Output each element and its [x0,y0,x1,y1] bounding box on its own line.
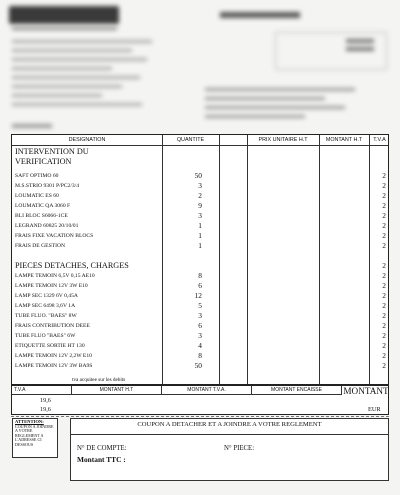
line-designation: LAMPE TEMOIN 12V 2,2W E10 [15,353,92,359]
section-title: VERIFICATION [15,157,72,166]
company-logo [9,6,119,24]
line-quantity: 9 [198,201,202,210]
line-quantity: 6 [198,321,202,330]
header-montant-ht: MONTANT H.T [325,137,363,143]
line-tva: 2 [382,351,386,360]
line-designation: LAMPE TEMOIN 6,5V 0,15 AE10 [15,273,95,279]
footer-montant-tva: MONTANT T.V.A. [162,386,252,394]
line-designation: FRAIS FIXE VACATION BLOCS [15,233,94,239]
coupon-title: COUPON A DETACHER ET A JOINDRE A VOTRE REGLEMENT [137,421,322,428]
line-tva: 2 [382,171,386,180]
line-quantity: 50 [194,171,202,180]
column-divider [247,135,248,384]
invoice-lines-table [11,134,389,385]
line-designation: LAMPE TEMOIN 12V 3W E10 [15,283,88,289]
recipient-address [205,88,375,128]
line-tva: 2 [382,341,386,350]
line-designation: SAFT OPTIMO 60 [15,173,59,179]
line-tva: 2 [382,231,386,240]
tva-rate: 19,6 [40,406,51,413]
line-quantity: 5 [198,301,202,310]
reference-box [275,32,387,70]
payment-coupon [70,418,389,481]
attention-box [12,418,58,458]
line-designation: FRAIS DE GESTION [15,243,66,249]
line-quantity: 8 [198,351,202,360]
line-quantity: 1 [198,221,202,230]
line-designation: FRAIS CONTRIBUTION DEEE [15,323,90,329]
header-quantite: QUANTITE [176,137,205,143]
totals-table [11,385,389,415]
tva-note: tva acquitee sur les debits [72,377,126,383]
line-quantity: 4 [198,341,202,350]
date-stamp [12,124,52,128]
line-quantity: 8 [198,271,202,280]
line-designation: TUBE FLUO "BAES" 6W [15,333,76,339]
line-designation: LAMP SEC 1329 6V 0,45A [15,293,78,299]
line-tva: 2 [382,331,386,340]
footer-montant-encaisse: MONTANT ENCAISSE [252,386,342,394]
header-designation: DESIGNATION [68,137,106,143]
line-tva: 2 [382,201,386,210]
line-tva: 2 [382,281,386,290]
line-tva: 2 [382,301,386,310]
column-divider [369,135,370,384]
footer-divider [12,394,342,395]
tva-rate: 19,6 [40,397,51,404]
line-tva: 2 [382,241,386,250]
line-designation: LOUMATIC QA 3060 F [15,203,71,209]
piece-number-label: N° PIECE: [224,445,255,452]
line-designation: M.S.STRIO 9301 P/PC2/3/4 [15,183,80,189]
montant-ttc-label: Montant TTC : [77,455,126,464]
header-tva: T.V.A [373,137,386,143]
line-quantity: 3 [198,311,202,320]
line-tva: 2 [382,291,386,300]
footer-montant-ht: MONTANT H.T [72,386,162,394]
montant-label: MONTANT [343,386,389,396]
line-designation: LAMPE TEMOIN 12V 3W BA9S [15,363,93,369]
account-number-label: N° DE COMPTE: [77,445,127,452]
line-quantity: 6 [198,281,202,290]
section-title: PIECES DETACHES, CHARGES [15,261,129,270]
line-tva: 2 [382,361,386,370]
line-tva: 2 [382,191,386,200]
sender-address [12,40,162,120]
line-designation: ETIQUETTE SORTIE HT 130 [15,343,85,349]
column-divider [319,135,320,384]
currency-label: EUR [368,406,381,413]
section-title: INTERVENTION DU [15,147,89,156]
line-quantity: 12 [194,291,202,300]
line-tva: 2 [382,181,386,190]
coupon-divider [71,434,388,435]
line-quantity: 1 [198,231,202,240]
cut-line [11,416,389,417]
line-quantity: 2 [198,191,202,200]
attention-title: ATTENTION: [15,419,44,424]
attention-text: COUPON A JOINDRE A VOTRE REGLEMENT A L'ADRESSE CI DESSOUS [15,423,54,447]
line-tva: 2 [382,271,386,280]
line-designation: LOUMATIC ES 60 [15,193,59,199]
line-designation: TUBE FLUO. "BAES" 8W [15,313,77,319]
column-divider [219,135,220,384]
line-quantity: 3 [198,331,202,340]
header-prix-unitaire: PRIX UNITAIRE H.T [258,137,308,143]
line-quantity: 3 [198,181,202,190]
header-divider [12,145,388,146]
line-quantity: 50 [194,361,202,370]
company-tagline [12,27,117,30]
section-tva: 2 [382,261,386,270]
line-quantity: 3 [198,211,202,220]
line-quantity: 1 [198,241,202,250]
invoice-heading [220,12,300,18]
line-designation: LEGRAND 60825 20/10/01 [15,223,79,229]
footer-tva-label: T.V.A [12,386,72,394]
line-tva: 2 [382,211,386,220]
line-designation: BLI BLOC S6066-1CE [15,213,68,219]
line-tva: 2 [382,221,386,230]
line-tva: 2 [382,321,386,330]
line-designation: LAMP SEC 6498 3,6V 1A [15,303,76,309]
line-tva: 2 [382,311,386,320]
